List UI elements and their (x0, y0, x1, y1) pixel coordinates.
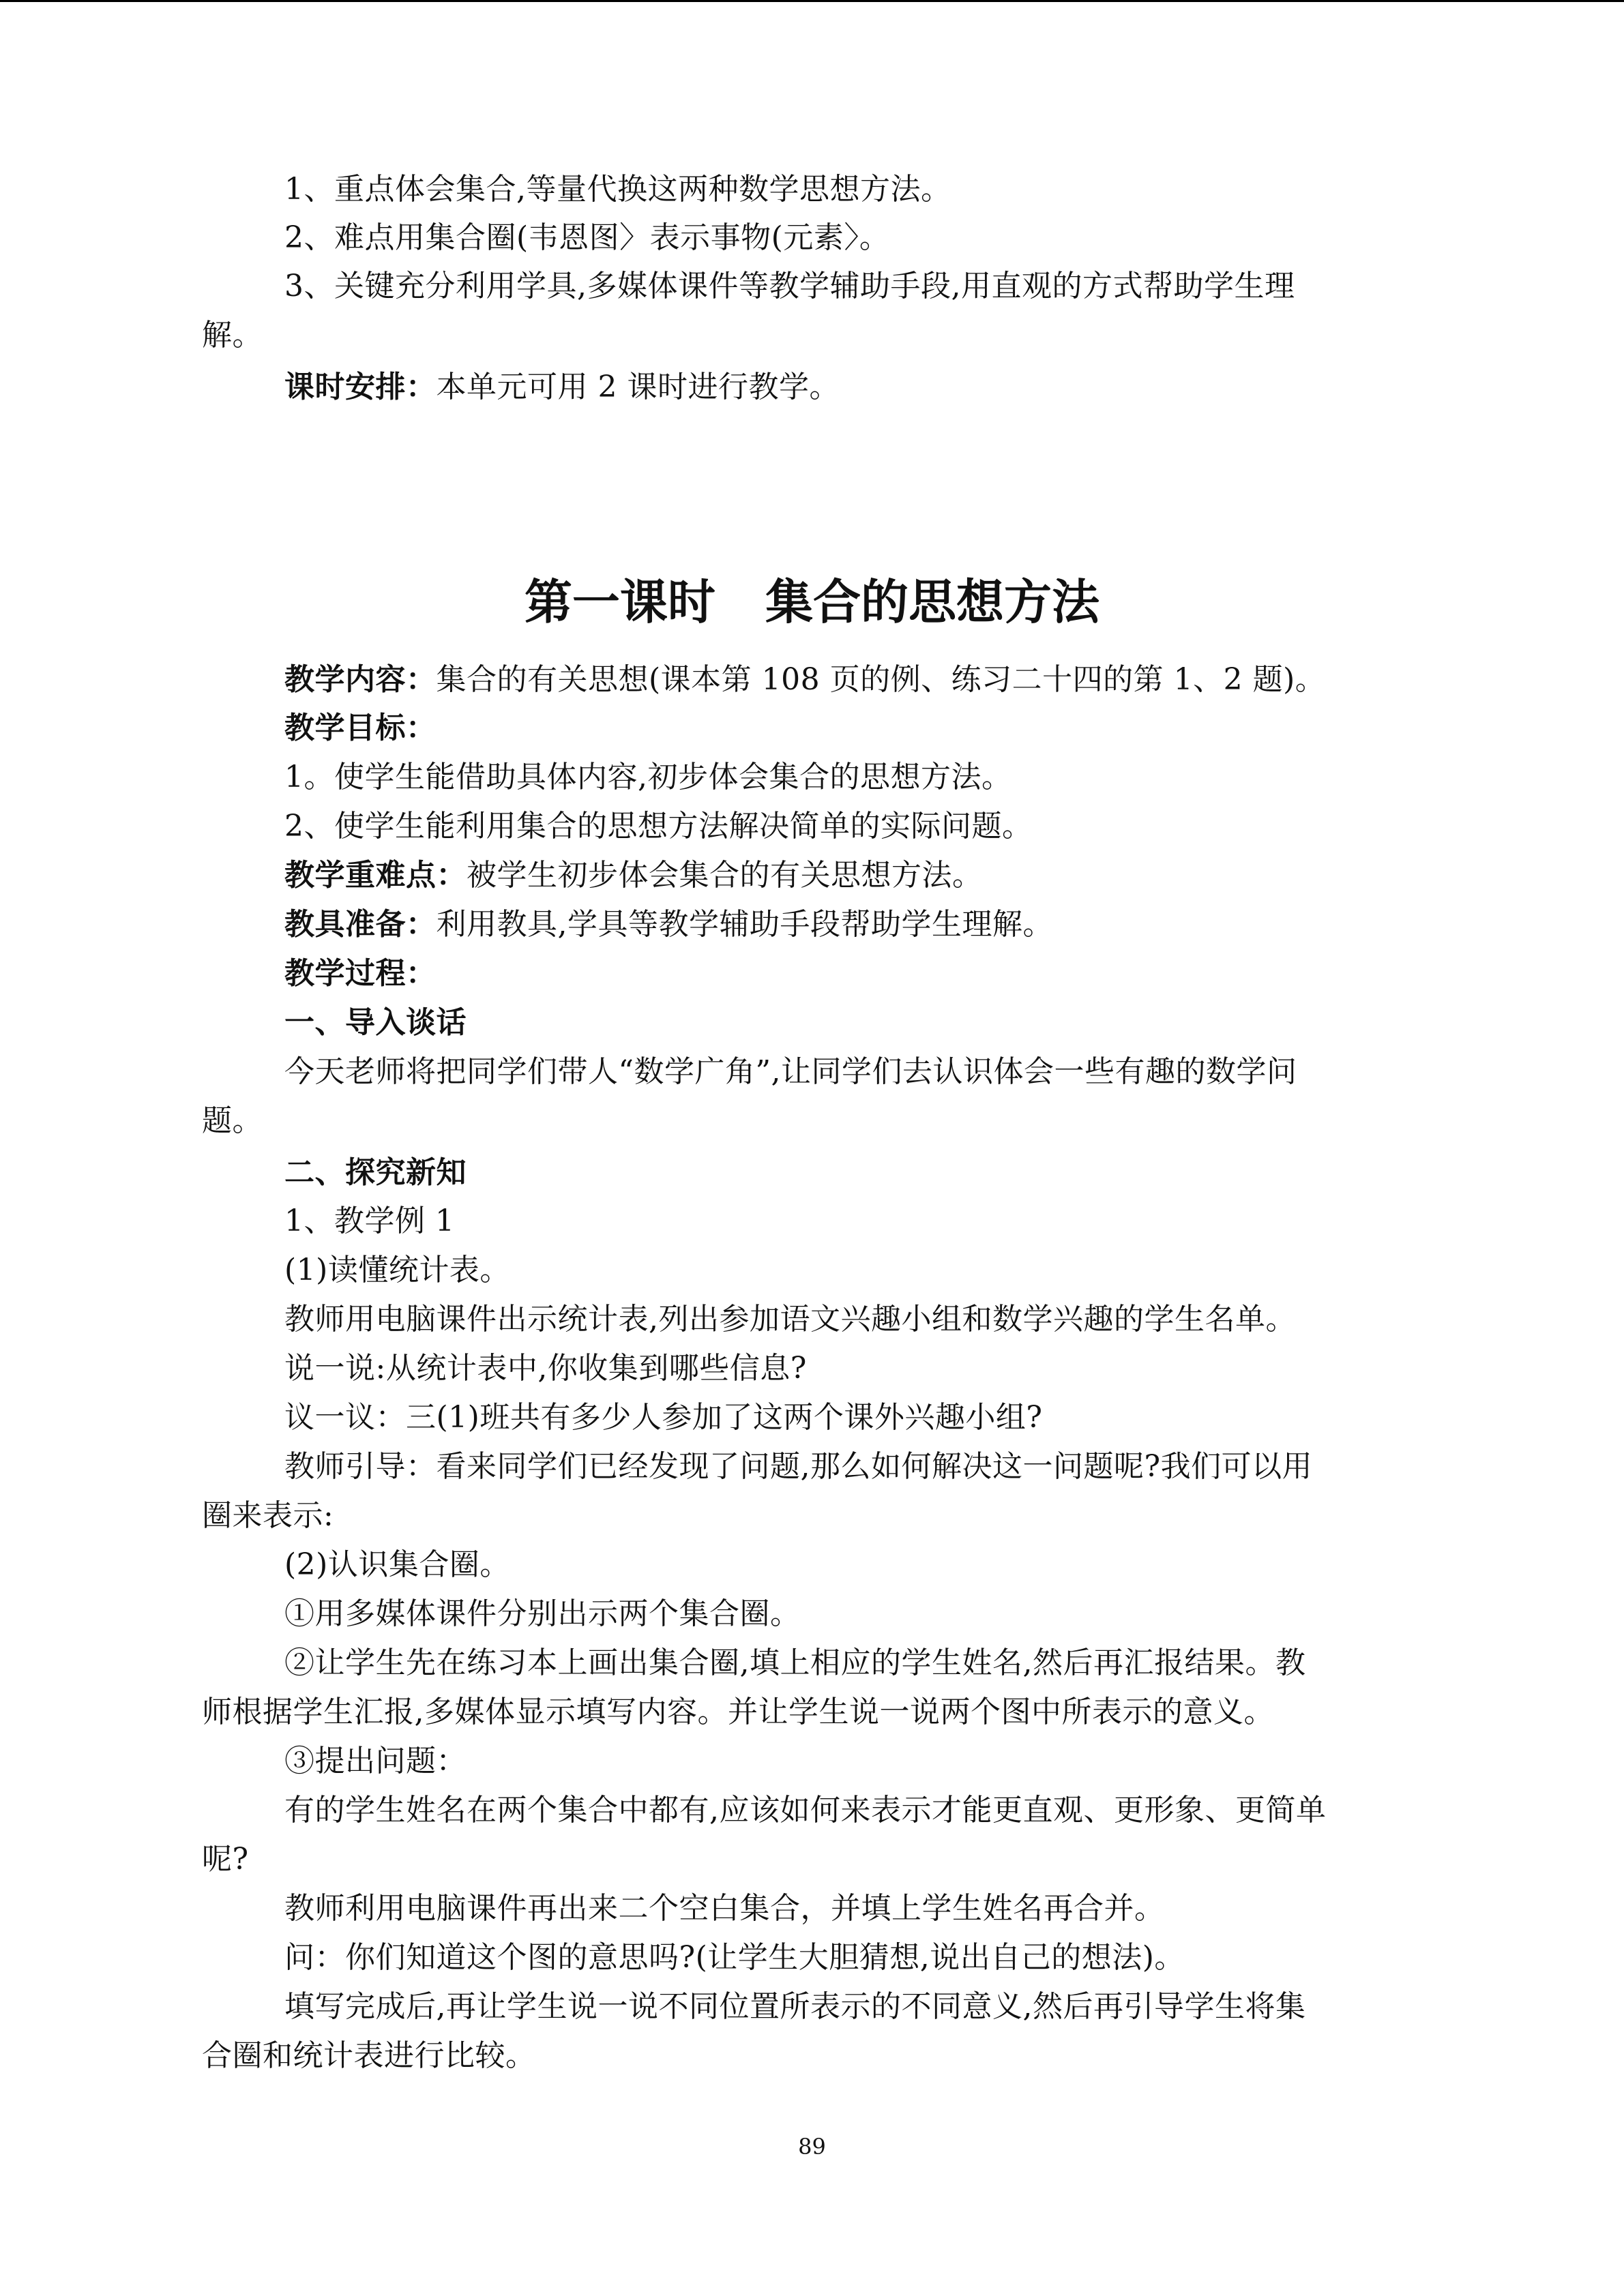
content-line (284, 659, 1325, 700)
section-2-line: 问：你们知道这个图的意思吗?(让学生大胆猜想,说出自己的想法)。 (284, 1940, 1185, 1975)
goal-2: 2、使学生能利用集合的思想方法解决简单的实际问题。 (284, 809, 1033, 844)
difficulty-line (284, 855, 983, 896)
content-text: 集合的有关思想(课本第 108 页的例、练习二十四的第 1、2 题)。 (436, 662, 1326, 697)
lesson-title: 第一课时 集合的思想方法 (524, 574, 1100, 630)
section-2-line: 议一议：三(1)班共有多少人参加了这两个课外兴趣小组? (284, 1400, 1043, 1435)
schedule-line (284, 367, 840, 408)
section-2-line: 合圈和统计表进行比较。 (202, 2038, 536, 2073)
goals-label: 教学目标： (284, 711, 437, 745)
section-2-line: 师根据学生汇报,多媒体显示填写内容。并让学生说一说两个图中所表示的意义。 (202, 1695, 1274, 1729)
section-2-heading: 二、探究新知 (284, 1155, 467, 1190)
process-label: 教学过程： (284, 956, 437, 991)
schedule-text: 本单元可用 2 课时进行教学。 (436, 370, 840, 404)
key-method-line-2: 解。 (202, 318, 263, 353)
page-number: 89 (798, 2134, 826, 2160)
section-2-line: 说一说:从统计表中,你收集到哪些信息? (284, 1351, 807, 1386)
section-2-line: ②让学生先在练习本上画出集合圈,填上相应的学生姓名,然后再汇报结果。教 (284, 1645, 1306, 1680)
section-2-line: 填写完成后,再让学生说一说不同位置所表示的不同意义,然后再引导学生将集 (284, 1989, 1306, 2024)
schedule-label: 课时安排： (284, 370, 437, 404)
key-method-line-1: 3、关键充分利用学具,多媒体课件等教学辅助手段,用直观的方式帮助学生理 (284, 269, 1295, 303)
content-label: 教学内容： (284, 662, 437, 697)
goal-1: 1。使学生能借助具体内容,初步体会集合的思想方法。 (284, 760, 1012, 794)
key-point-line: 1、重点体会集合,等量代换这两种数学思想方法。 (284, 172, 951, 207)
section-2-line: 教师引导：看来同学们已经发现了问题,那么如何解决这一问题呢?我们可以用 (284, 1449, 1313, 1484)
difficulty-label: 教学重难点： (284, 858, 467, 893)
section-2-line: (2)认识集合圈。 (284, 1547, 510, 1582)
section-1-heading: 一、导入谈话 (284, 1005, 467, 1040)
difficulty-point-line: 2、难点用集合圈(韦恩图〉表示事物(元素〉。 (284, 220, 890, 255)
tools-label: 教具准备： (284, 907, 437, 942)
section-2-line: 教师用电脑课件出示统计表,列出参加语文兴趣小组和数学兴趣的学生名单。 (284, 1302, 1296, 1337)
difficulty-text: 被学生初步体会集合的有关思想方法。 (467, 858, 983, 893)
section-2-line: 1、教学例 1 (284, 1204, 455, 1238)
tools-text: 利用教具,学具等教学辅助手段帮助学生理解。 (436, 907, 1053, 942)
section-2-line: 呢? (202, 1842, 249, 1877)
section-2-line: ①用多媒体课件分别出示两个集合圈。 (284, 1596, 801, 1631)
section-2-line: ③提出问题： (284, 1744, 467, 1778)
section-1-line-2: 题。 (202, 1103, 263, 1138)
section-2-line: (1)读懂统计表。 (284, 1253, 510, 1287)
section-2-line: 圈来表示: (202, 1498, 334, 1533)
section-2-line: 教师利用电脑课件再出来二个空白集合，并填上学生姓名再合并。 (284, 1891, 1165, 1926)
tools-line (284, 904, 1053, 945)
section-2-line: 有的学生姓名在两个集合中都有,应该如何来表示才能更直观、更形象、更简单 (284, 1793, 1327, 1828)
section-1-line-1: 今天老师将把同学们带人“数学广角”,让同学们去认识体会一些有趣的数学问 (284, 1054, 1297, 1089)
